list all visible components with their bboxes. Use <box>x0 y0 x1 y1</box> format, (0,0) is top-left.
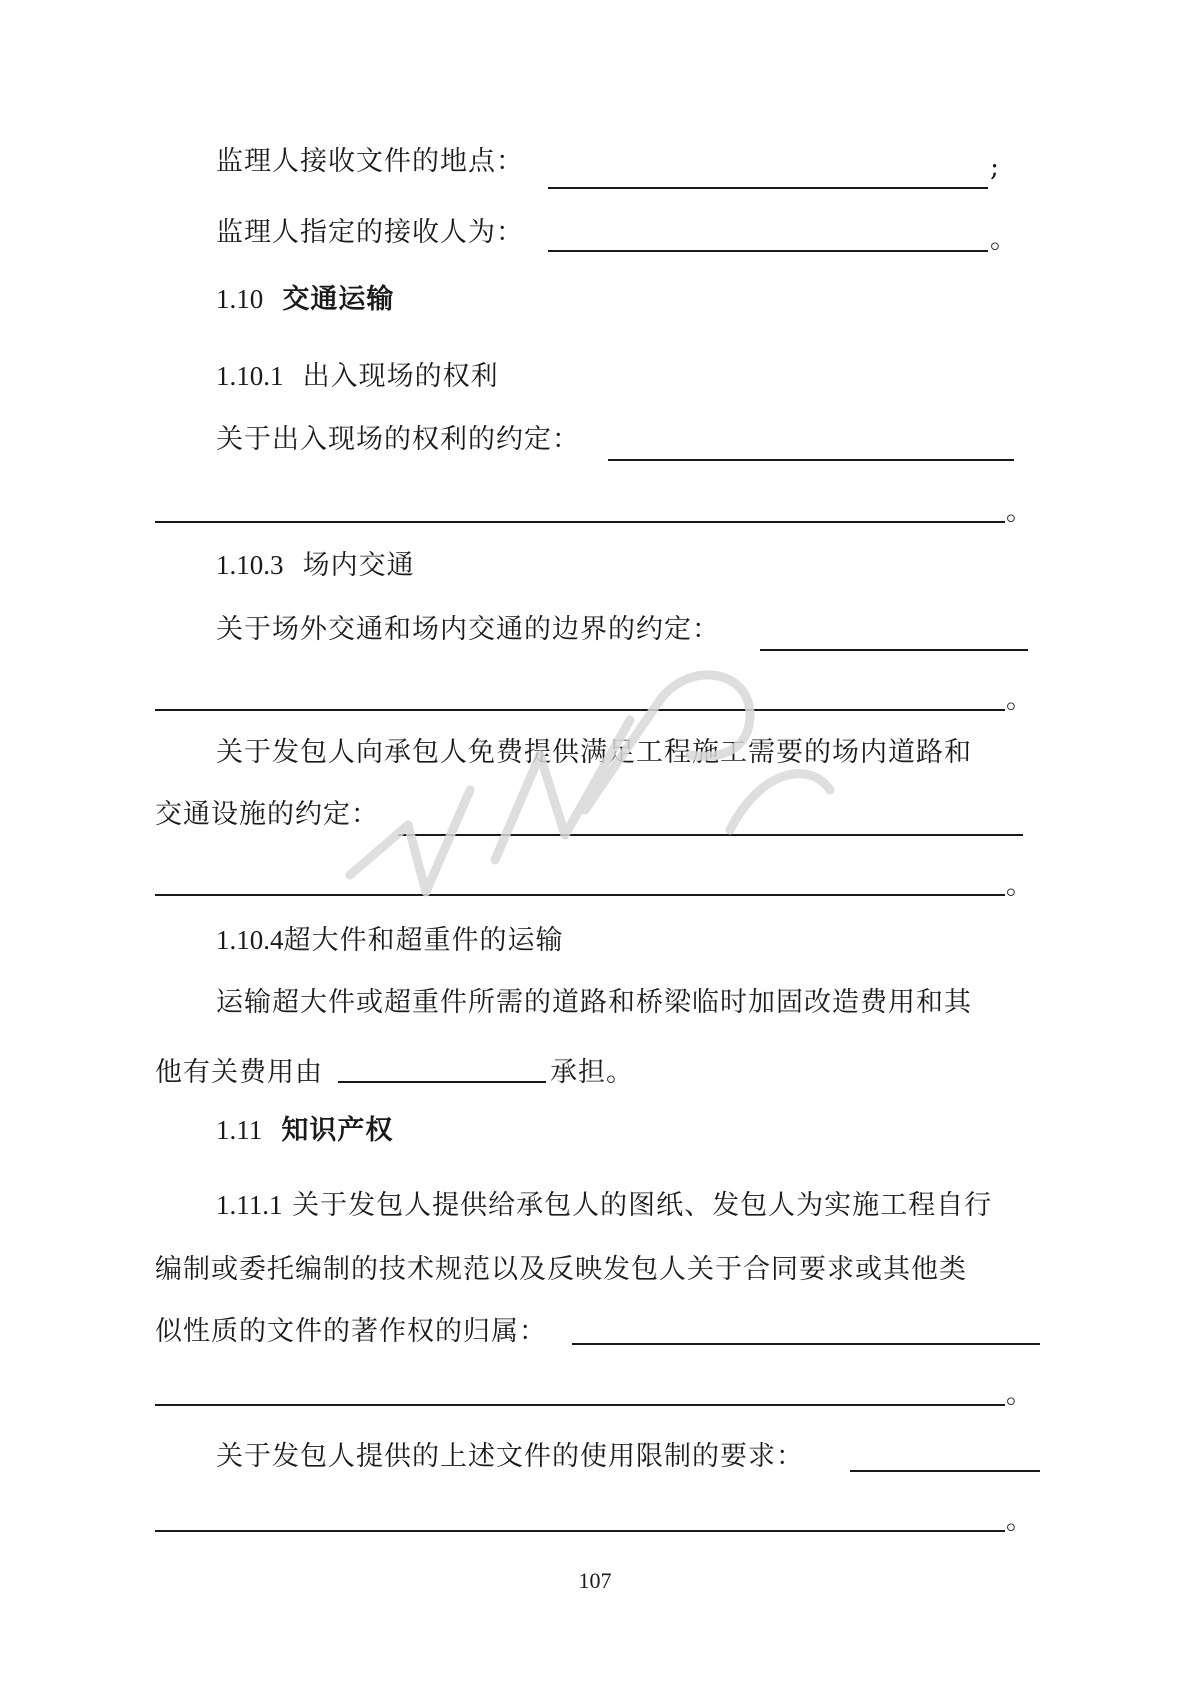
paragraph-text: 他有关费用由 <box>155 1057 323 1088</box>
period: 。 <box>1006 870 1033 901</box>
blank-underline <box>850 1470 1040 1472</box>
blank-underline <box>398 834 1023 836</box>
section-title: 知识产权 <box>281 1115 394 1146</box>
paragraph-text: 承担。 <box>550 1057 634 1088</box>
text-line <box>216 142 524 182</box>
blank-underline <box>155 894 1005 896</box>
text-line <box>216 420 580 460</box>
text-line <box>216 213 524 253</box>
subsection-number: 1.10.3 <box>216 550 284 580</box>
text-line <box>155 1250 967 1290</box>
field-label: 关于发包人提供的上述文件的使用限制的要求： <box>216 1441 804 1472</box>
subsection-number: 1.11.1 <box>216 1190 283 1220</box>
period: 。 <box>1006 496 1033 527</box>
paragraph-text: 关于发包人向承包人免费提供满足工程施工需要的场内道路和 <box>216 737 972 768</box>
period: 。 <box>990 224 1017 255</box>
text-line <box>216 733 972 773</box>
text-line <box>216 610 720 650</box>
wps-watermark-logo <box>330 660 850 940</box>
text-line <box>155 1053 323 1093</box>
section-heading <box>216 1110 393 1150</box>
subsection-title: 超大件和超重件的运输 <box>283 925 564 956</box>
section-heading <box>216 279 394 319</box>
section-title: 交通运输 <box>282 284 395 315</box>
subsection-title: 出入现场的权利 <box>302 361 499 392</box>
subsection-heading <box>216 920 564 960</box>
period: 。 <box>1006 1505 1033 1536</box>
field-label: 关于场外交通和场内交通的边界的约定： <box>216 614 720 645</box>
blank-underline <box>155 521 1005 523</box>
subsection-heading <box>216 545 415 585</box>
period: 。 <box>1006 684 1033 715</box>
text-line <box>216 1437 804 1477</box>
subsection-title: 场内交通 <box>302 550 415 581</box>
field-label: 似性质的文件的著作权的归属： <box>155 1316 547 1347</box>
section-number: 1.11 <box>216 1115 263 1145</box>
field-label: 关于出入现场的权利的约定： <box>216 424 580 455</box>
blank-underline <box>572 1343 1040 1345</box>
subsection-number: 1.10.4 <box>216 925 284 955</box>
text-line <box>550 1053 634 1093</box>
text-line <box>155 1312 547 1352</box>
subsection-heading <box>216 356 499 396</box>
blank-underline <box>760 649 1028 651</box>
blank-underline <box>338 1081 546 1083</box>
paragraph-text: 运输超大件或超重件所需的道路和桥梁临时加固改造费用和其 <box>216 987 972 1018</box>
blank-underline <box>548 250 988 252</box>
subsection-number: 1.10.1 <box>216 361 284 391</box>
text-line <box>216 1185 992 1225</box>
blank-underline <box>155 709 1005 711</box>
text-line <box>216 983 972 1023</box>
blank-underline <box>608 459 1014 461</box>
period: 。 <box>1006 1379 1033 1410</box>
section-number: 1.10 <box>216 284 264 314</box>
blank-underline <box>155 1530 1005 1532</box>
text-line <box>155 795 379 835</box>
page-number: 107 <box>578 1568 612 1593</box>
semicolon: ; <box>990 152 1000 183</box>
blank-underline <box>548 187 988 189</box>
field-label: 监理人接收文件的地点： <box>216 146 524 177</box>
paragraph-text: 关于发包人提供给承包人的图纸、发包人为实施工程自行 <box>292 1190 993 1221</box>
paragraph-text: 编制或委托编制的技术规范以及反映发包人关于合同要求或其他类 <box>155 1254 967 1285</box>
field-label: 交通设施的约定： <box>155 799 379 830</box>
blank-underline <box>155 1404 1005 1406</box>
field-label: 监理人指定的接收人为： <box>216 217 524 248</box>
